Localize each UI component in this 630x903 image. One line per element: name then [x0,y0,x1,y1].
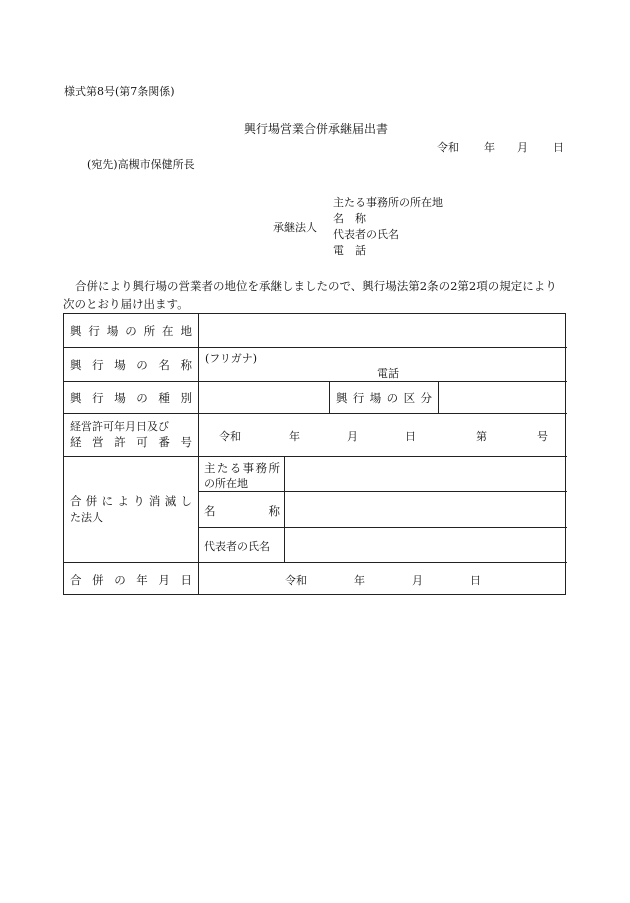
form-number: 様式第8号(第7条関係) [64,85,175,98]
input-dissolved-office[interactable] [285,457,566,491]
header-date-era: 令和 [437,141,459,154]
dissolved-office-label-line-2: の所在地 [204,477,248,490]
permit-era: 令和 [219,430,241,443]
merger-year: 年 [354,574,365,587]
permit-number-prefix: 第 [476,430,487,443]
label-merger-date: 合 併 の 年 月 日 [70,573,192,587]
label-permit-line-1: 経営許可年月日及び [70,420,169,433]
merger-month: 月 [412,574,423,587]
merger-day: 日 [470,574,481,587]
label-dissolved-line-2: た法人 [70,511,103,524]
input-location[interactable] [199,315,566,347]
permit-month: 月 [347,430,358,443]
permit-day: 日 [405,430,416,443]
permit-year: 年 [289,430,300,443]
successor-field-office: 主たる事務所の所在地 [333,196,443,209]
permit-number-suffix: 号 [537,430,548,443]
document-title: 興行場営業合併承継届出書 [244,122,389,136]
label-permit-line-2: 経 営 許 可 番 号 [70,435,192,449]
phone-label: 電話 [377,367,399,380]
successor-field-representative: 代表者の氏名 [333,228,399,241]
notification-table [63,313,566,595]
input-category[interactable] [439,382,566,413]
header-date-day: 日 [553,141,564,154]
successor-label: 承継法人 [273,221,317,234]
dissolved-name-label: 名 称 [204,504,280,518]
input-dissolved-representative[interactable] [285,528,566,562]
dissolved-office-label-line-1: 主 た る 事 務 所 [204,461,280,475]
merger-era: 令和 [285,574,307,587]
successor-field-phone: 電 話 [333,244,366,257]
addressee: (宛先)高槻市保健所長 [87,158,195,171]
furigana-note: (フリガナ) [205,352,258,365]
label-type: 興 行 場 の 種 別 [70,391,192,405]
label-name: 興 行 場 の 名 称 [70,358,192,372]
header-date-year: 年 [484,141,495,154]
input-type[interactable] [199,382,328,413]
header-date [0,139,630,155]
input-dissolved-name[interactable] [285,492,566,527]
label-location: 興 行 場 の 所 在 地 [70,324,192,338]
intro-line-1: 合併により興行場の営業者の地位を承継しましたので、興行場法第2条の2第2項の規定により [75,279,557,293]
label-dissolved-line-1: 合 併 に よ り 消 滅 し [70,494,192,508]
header-date-month: 月 [517,141,528,154]
intro-line-2: 次のとおり届け出ます。 [63,297,189,311]
dissolved-representative-label: 代表者の氏名 [204,540,270,553]
label-category: 興 行 場 の 区 分 [336,391,432,405]
successor-field-name: 名 称 [333,212,366,225]
